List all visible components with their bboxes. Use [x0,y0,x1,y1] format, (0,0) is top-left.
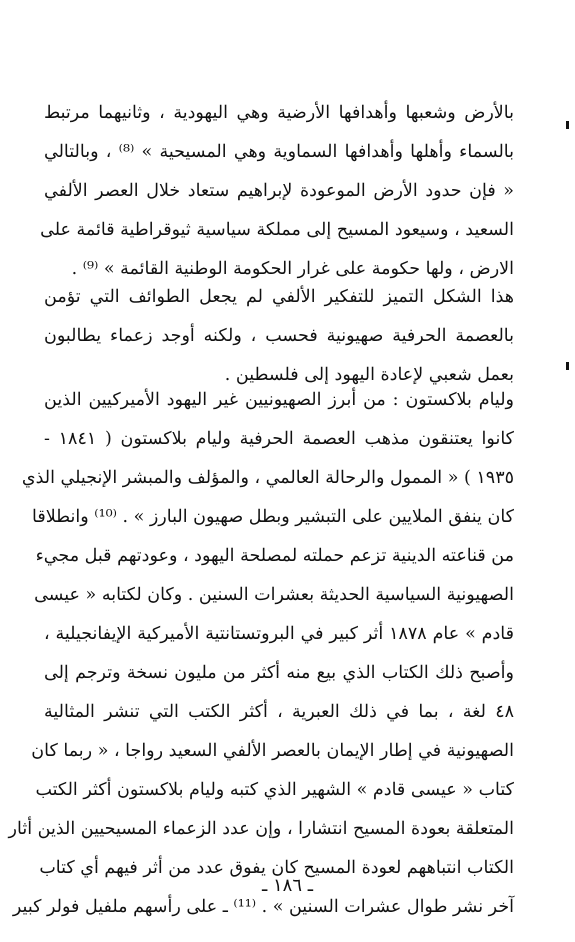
text-line: ٤٨ لغة ، بما في ذلك العبرية ، أكثر الكتب التي تنشر المثالية [44,702,514,722]
text-line: هذا الشكل التميز للتفكير الألفي لم يجعل الطوائف التي تؤمن [44,287,514,307]
text-line: الصهيونية السياسية الحديثة بعشرات السنين . وكان لكتابه « عيسى [34,585,514,605]
text-line: السعيد ، وسيعود المسيح إلى مملكة سياسية ثيوقراطية قائمة على [40,220,514,240]
text-line: بالعصمة الحرفية صهيونية فحسب ، ولكنه أوجد زعماء يطالبون [44,326,514,346]
text-line: كتاب « عيسى قادم » الشهير الذي كتبه وليام بلاكستون أكثر الكتب [35,780,514,800]
page-number: ـ ١٨٦ ـ [261,875,313,896]
text-line: آخر نشر طوال عشرات السنين » . ⁽¹¹⁾ ـ على رأسهم ملفيل فولر كبير [12,897,514,917]
text-line: الصهيونية في إطار الإيمان بالعصر الألفي السعيد رواجا ، « ربما كان [31,741,514,761]
text-line: بعمل شعبي لإعادة اليهود إلى فلسطين . [224,365,514,385]
text-line: قادم » عام ١٨٧٨ أثر كبير في البروتستانتية الأميركية الإيفانجيلية ، [44,624,514,644]
text-line: كانوا يعتنقون مذهب العصمة الحرفية وليام بلاكستون ( ١٨٤١ - [44,429,514,449]
paragraph-2 [44,278,514,395]
text-line: « فإن حدود الأرض الموعودة لإبراهيم ستعاد خلال العصر الألفي [44,181,514,201]
text-line: من قناعته الدينية تزعم حملته لمصلحة اليهود ، وعودتهم قبل مجيء [35,546,514,566]
text-line: الارض ، ولها حكومة على غرار الحكومة الوطنية القائمة » ⁽⁹⁾ . [71,259,514,279]
text-line: بالأرض وشعبها وأهدافها الأرضية وهي اليهودية ، وثانيهما مرتبط [44,103,514,123]
paragraph-1 [40,94,514,289]
text-line: المتعلقة بعودة المسيح انتشارا ، وإن عدد الزعماء المسيحيين الذين أثار [8,819,514,839]
text-line: ١٩٣٥ ) « الممول والرحالة العالمي ، والمؤلف والمبشر الإنجيلي الذي [21,468,514,488]
paragraph-3 [8,381,514,927]
text-line: بالسماء وأهلها وأهدافها السماوية وهي المسيحية » ⁽⁸⁾ ، وبالتالي [44,142,514,162]
margin-mark [566,362,569,370]
text-line: وليام بلاكستون : من أبرز الصهيونيين غير اليهود الأميركيين الذين [44,390,514,410]
text-line: كان ينفق الملايين على التبشير وبطل صهيون البارز » . ⁽¹⁰⁾ وانطلاقا [32,507,514,527]
text-line: وأصبح ذلك الكتاب الذي بيع منه أكثر من مليون نسخة وترجم إلى [44,663,514,683]
text-line: الكتاب انتباههم لعودة المسيح كان يفوق عدد من أثر فيهم أي كتاب [39,858,514,878]
margin-mark [566,121,569,129]
